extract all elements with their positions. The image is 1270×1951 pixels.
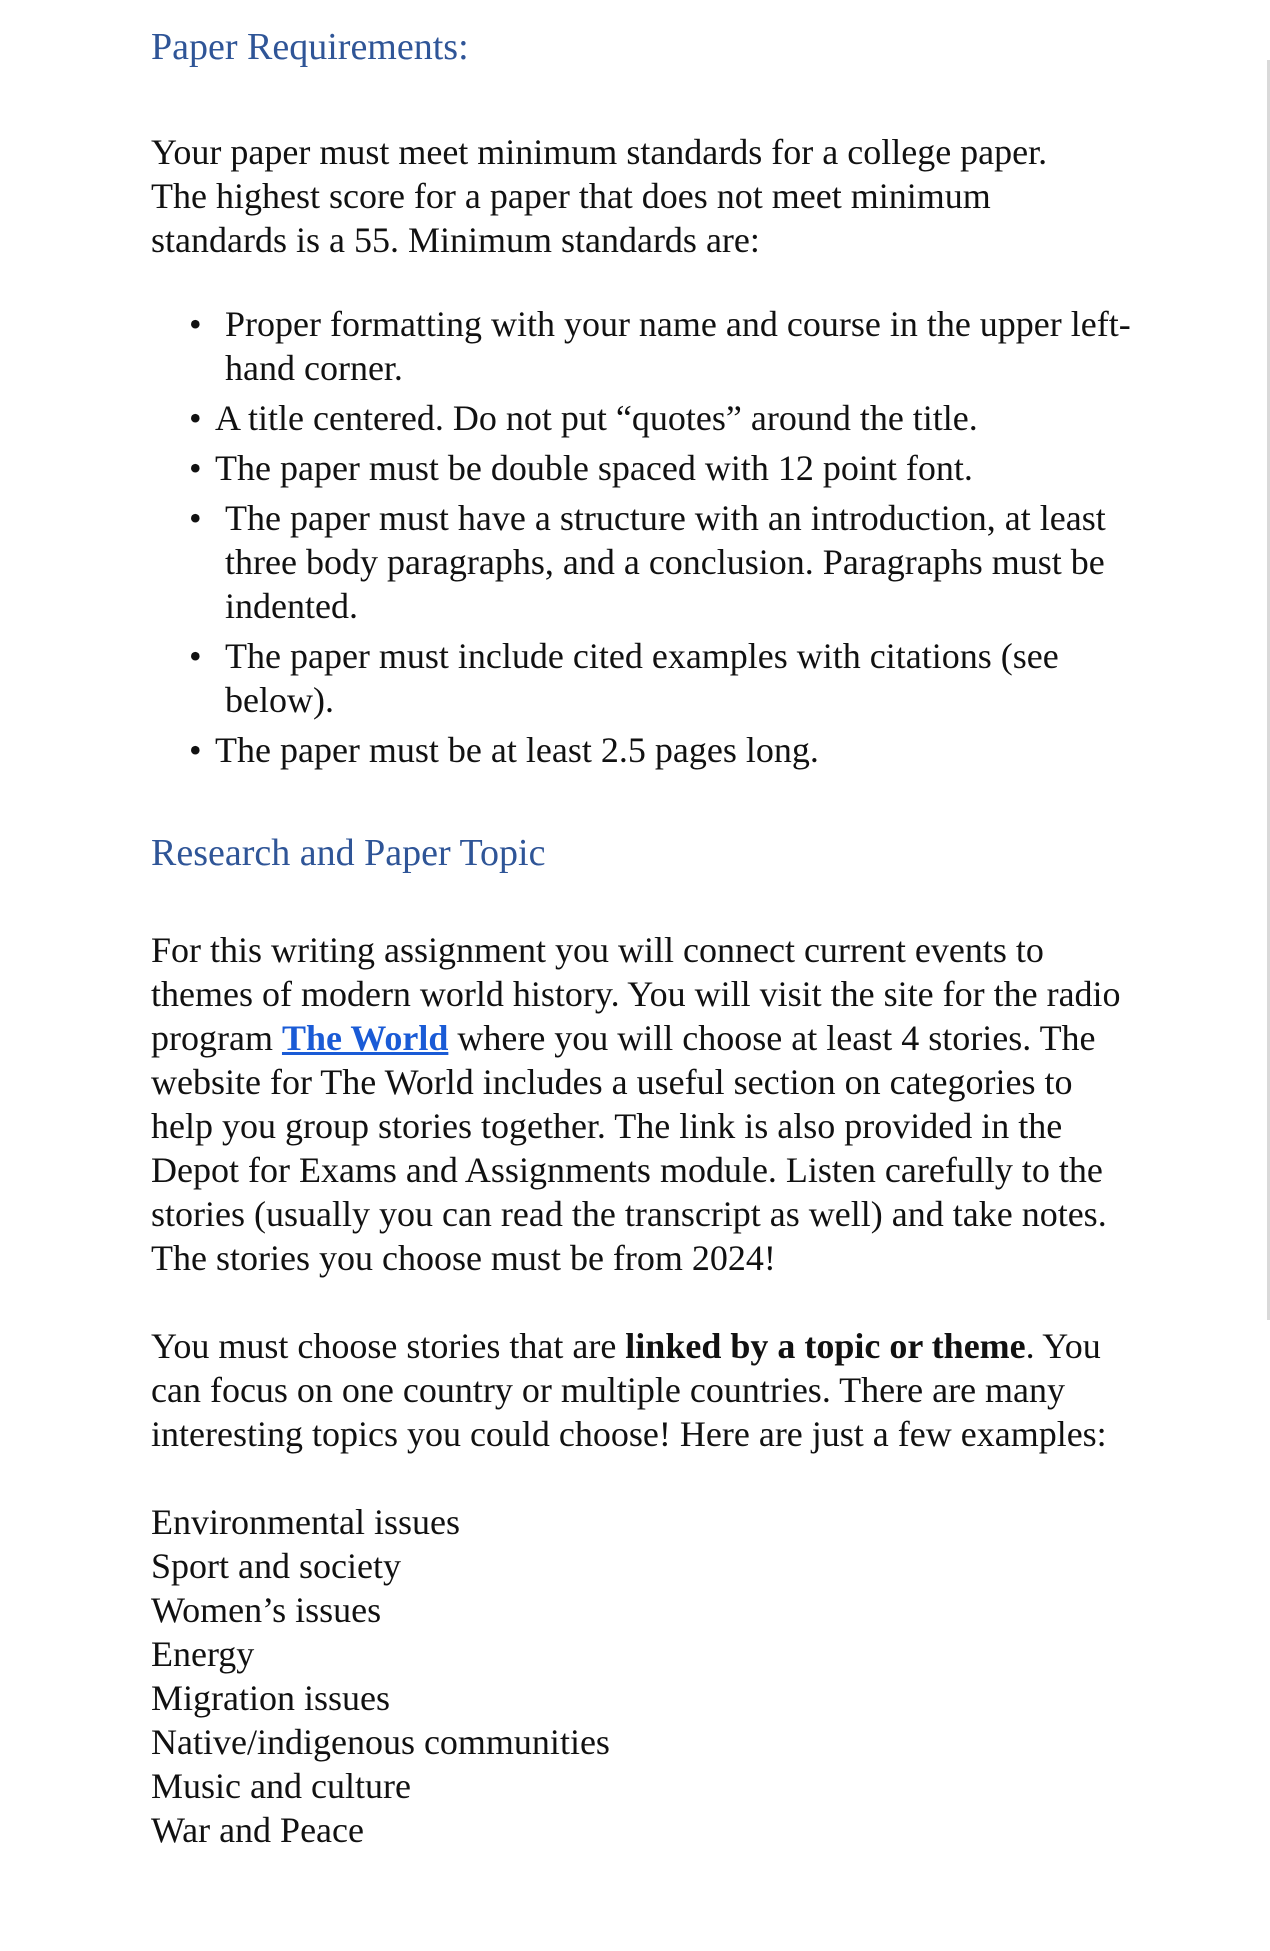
bullet-icon: • [189, 398, 202, 438]
list-item [189, 634, 1131, 722]
topic-examples-list [151, 1500, 1131, 1852]
list-item [189, 728, 1131, 772]
list-item: Music and culture [151, 1766, 411, 1806]
bullet-icon: • [189, 636, 202, 676]
list-item: Native/indigenous communities [151, 1722, 610, 1762]
list-item: Women’s issues [151, 1590, 382, 1630]
list-item [189, 446, 1131, 490]
list-item [189, 396, 1131, 440]
the-world-link[interactable]: The World [281, 1018, 449, 1058]
research-topic-heading: Research and Paper Topic [151, 832, 546, 874]
list-item: Migration issues [151, 1678, 390, 1718]
requirement-text: Proper formatting with your name and course in the upper left-hand corner. [225, 304, 1131, 388]
list-item [189, 496, 1131, 628]
assignment-text-before-link: For this writing assignment you will connect current events to themes of modern world history. You will visit the site for the radio program [151, 930, 1121, 1058]
bullet-icon: • [189, 448, 202, 488]
theme-paragraph [151, 1324, 1131, 1456]
intro-line-1: Your paper must meet minimum standards for a college paper. [151, 132, 1048, 172]
list-item: Sport and society [151, 1546, 401, 1586]
requirements-intro [151, 130, 1131, 262]
assignment-paragraph [151, 928, 1131, 1280]
intro-line-3: standards is a 55. Minimum standards are: [151, 220, 760, 260]
document-page [151, 24, 1131, 1852]
requirement-text: The paper must include cited examples with citations (see below). [225, 636, 1059, 720]
list-item [189, 302, 1131, 390]
bullet-icon: • [189, 498, 202, 538]
theme-text-after: . You can focus on one country or multiple countries. There are many interesting topics you could choose! Here are just a few examples: [151, 1326, 1107, 1454]
list-item: Environmental issues [151, 1502, 460, 1542]
intro-line-2: The highest score for a paper that does not meet minimum [151, 176, 991, 216]
assignment-text-after-link: where you will choose at least 4 stories. The website for The World includes a useful section on categories to help you group stories together. The link is also provided in the Depot for Exams and Assignments module. Listen carefully to the stories (usually you can read the transcript as well) and take notes. The stories you choose must be from 2024! [151, 1018, 1107, 1278]
list-item: War and Peace [151, 1810, 364, 1850]
theme-emphasis: linked by a topic or theme [625, 1326, 1026, 1366]
requirement-text: The paper must be at least 2.5 pages long. [215, 730, 819, 770]
bullet-icon: • [189, 730, 202, 770]
requirement-text: The paper must have a structure with an introduction, at least three body paragraphs, and a conclusion. Paragraphs must be indented. [225, 498, 1106, 626]
requirement-text: The paper must be double spaced with 12 point font. [215, 448, 973, 488]
list-item: Energy [151, 1634, 255, 1674]
bullet-icon: • [189, 304, 202, 344]
requirements-list [151, 302, 1131, 772]
paper-requirements-heading: Paper Requirements: [151, 26, 469, 68]
theme-text-before: You must choose stories that are [151, 1326, 626, 1366]
requirement-text: A title centered. Do not put “quotes” around the title. [215, 398, 978, 438]
